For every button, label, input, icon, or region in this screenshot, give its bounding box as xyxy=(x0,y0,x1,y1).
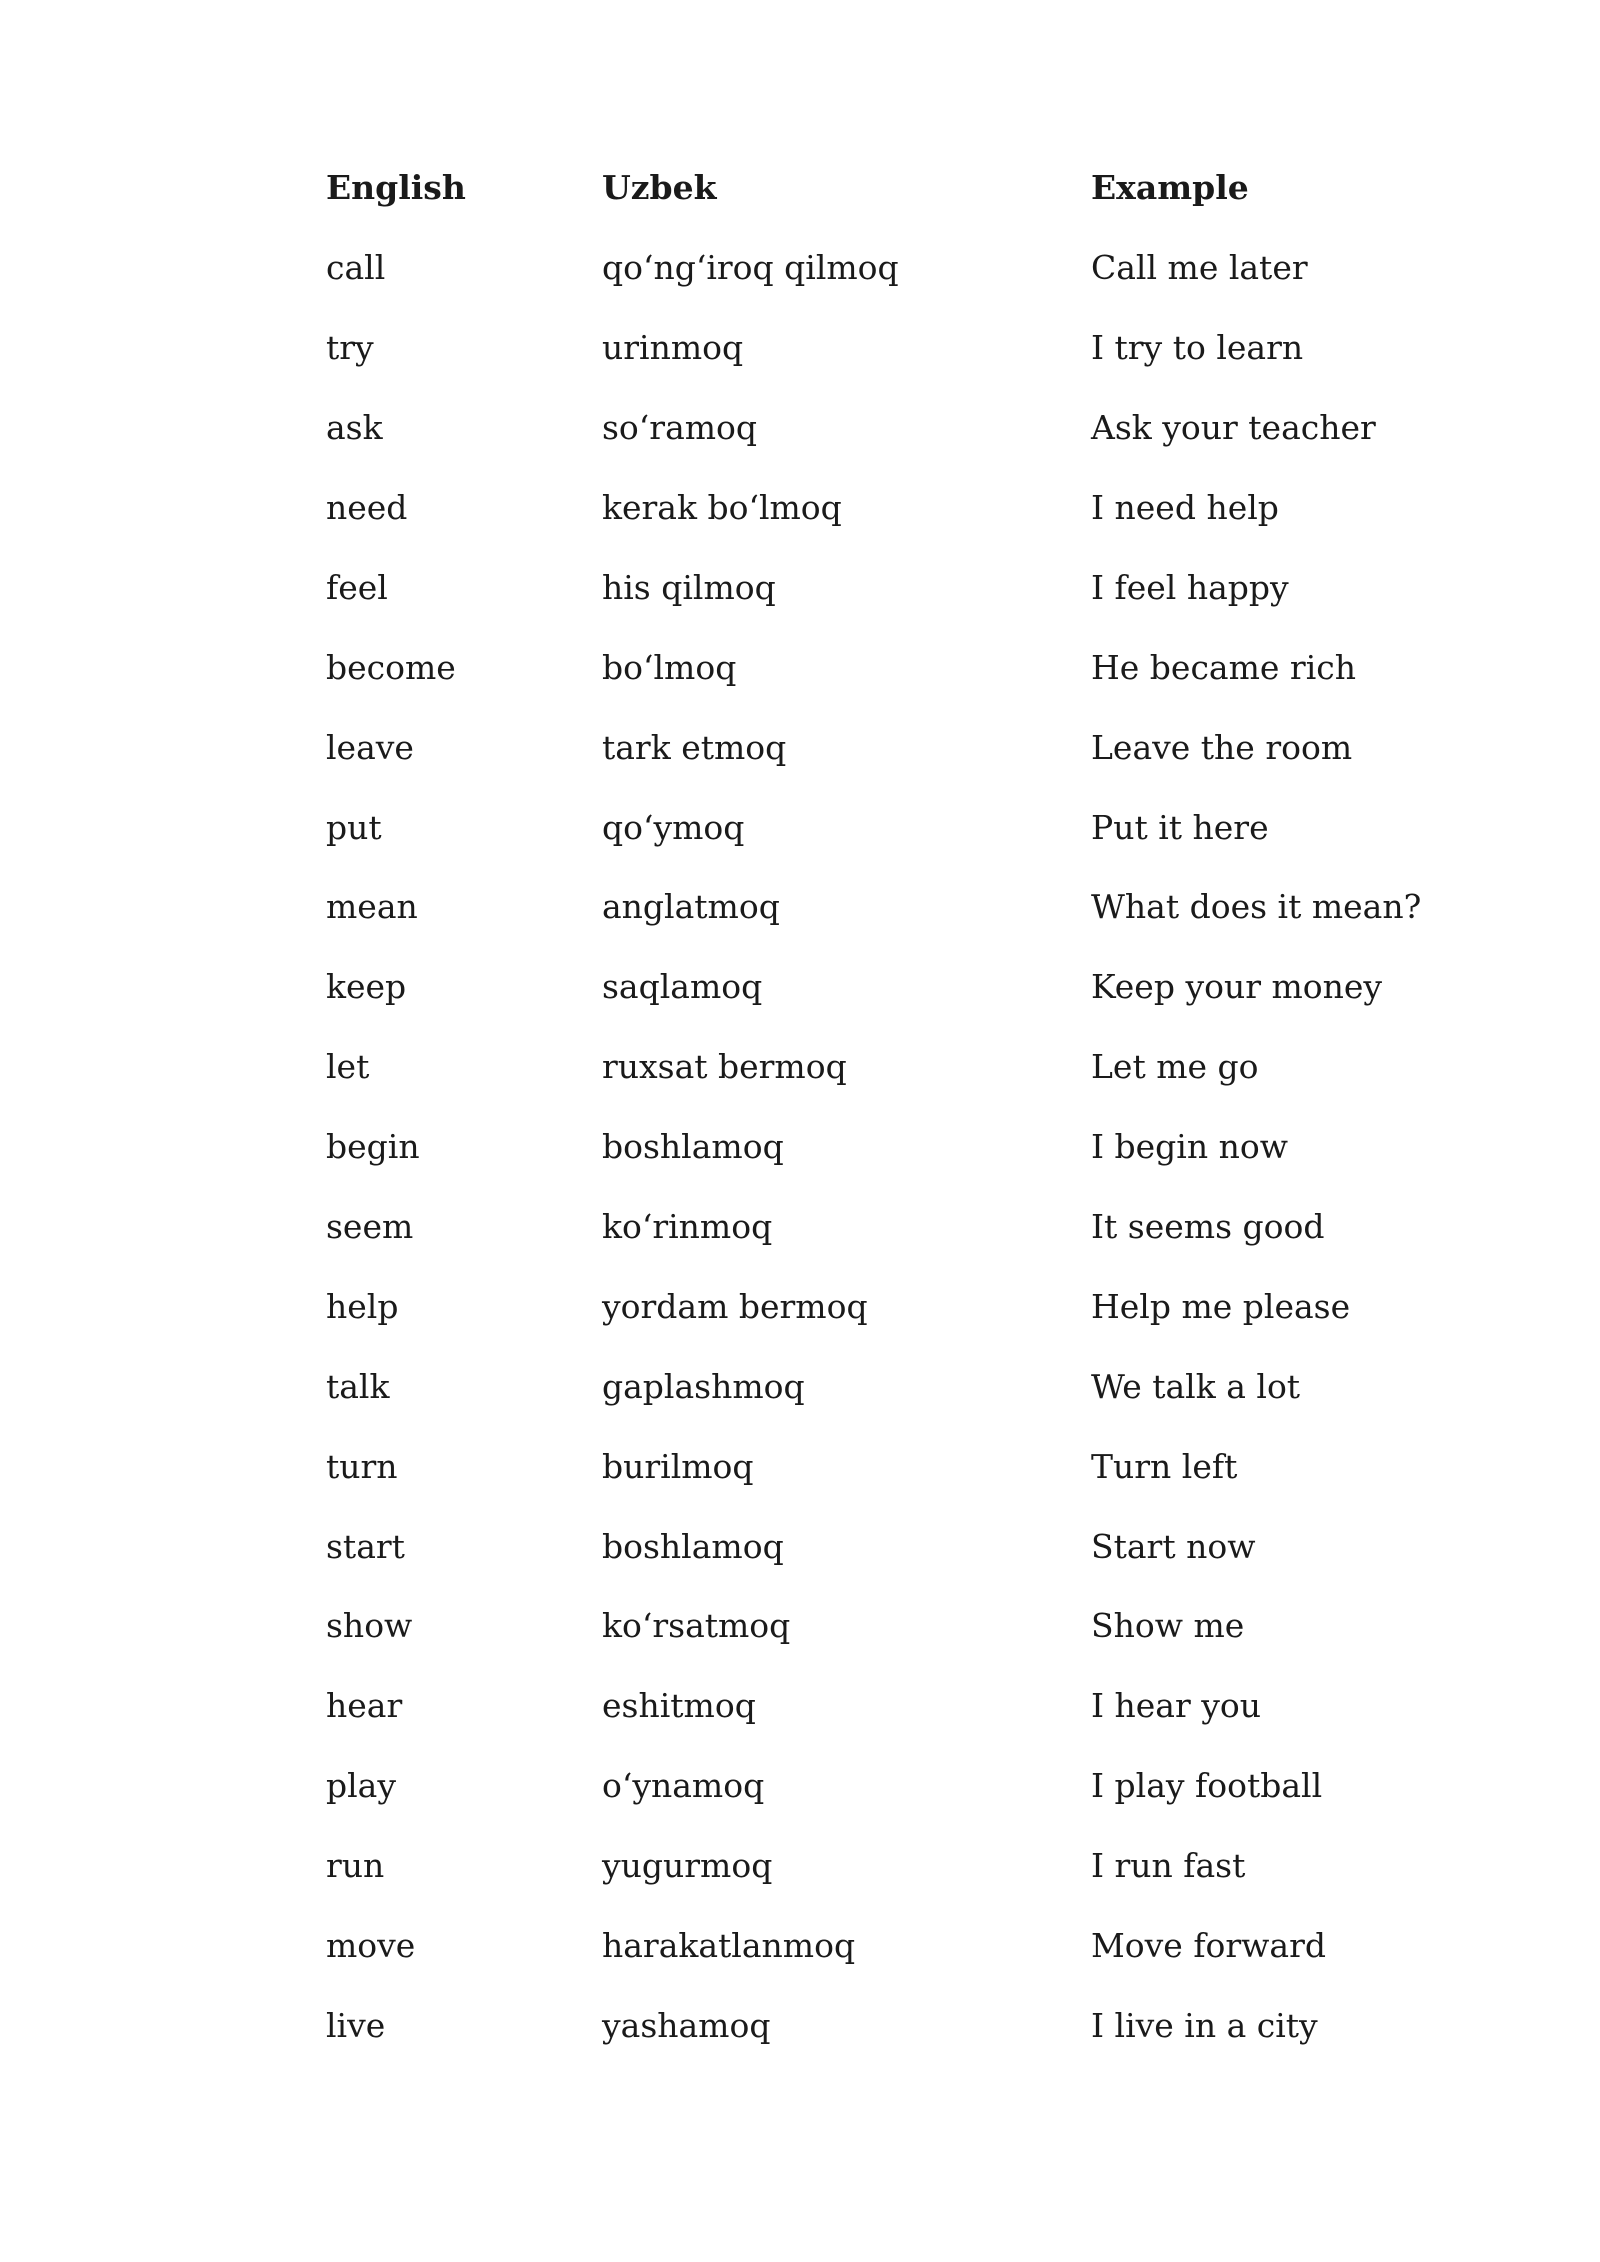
table-row xyxy=(326,1426,1476,1506)
table-row xyxy=(326,787,1476,867)
cell-example: Show me xyxy=(1091,1606,1245,1646)
cell-uzbek: boshlamoq xyxy=(602,1526,784,1566)
cell-example: Ask your teacher xyxy=(1091,408,1376,448)
header-uzbek: Uzbek xyxy=(602,168,717,208)
table-row xyxy=(326,228,1476,308)
cell-english: ask xyxy=(326,408,383,448)
table-row xyxy=(326,468,1476,548)
cell-english: talk xyxy=(326,1366,390,1406)
cell-english: hear xyxy=(326,1686,403,1726)
cell-example: I run fast xyxy=(1091,1846,1246,1886)
header-row xyxy=(326,148,1476,228)
table-row xyxy=(326,627,1476,707)
table-row xyxy=(326,1666,1476,1746)
cell-uzbek: tark etmoq xyxy=(602,727,787,767)
cell-uzbek: ruxsat bermoq xyxy=(602,1047,847,1087)
cell-example: I play football xyxy=(1091,1766,1323,1806)
table-row xyxy=(326,1187,1476,1267)
cell-example: I begin now xyxy=(1091,1127,1288,1167)
cell-uzbek: boshlamoq xyxy=(602,1127,784,1167)
table-row xyxy=(326,867,1476,947)
header-example: Example xyxy=(1091,168,1249,208)
cell-uzbek: ko‘rsatmoq xyxy=(602,1606,791,1646)
cell-uzbek: bo‘lmoq xyxy=(602,647,737,687)
cell-example: It seems good xyxy=(1091,1207,1325,1247)
cell-uzbek: eshitmoq xyxy=(602,1686,756,1726)
table-row xyxy=(326,1107,1476,1187)
header-english: English xyxy=(326,168,466,208)
table-row xyxy=(326,308,1476,388)
table-row xyxy=(326,1266,1476,1346)
cell-example: He became rich xyxy=(1091,647,1356,687)
table-row xyxy=(326,1985,1476,2065)
cell-english: start xyxy=(326,1526,405,1566)
cell-english: call xyxy=(326,248,386,288)
cell-example: Move forward xyxy=(1091,1926,1326,1966)
table-row xyxy=(326,1586,1476,1666)
cell-english: live xyxy=(326,2005,386,2045)
table-row xyxy=(326,1346,1476,1426)
table-row xyxy=(326,707,1476,787)
cell-example: Help me please xyxy=(1091,1286,1351,1326)
cell-example: Turn left xyxy=(1091,1446,1238,1486)
cell-uzbek: o‘ynamoq xyxy=(602,1766,765,1806)
cell-uzbek: anglatmoq xyxy=(602,887,780,927)
cell-uzbek: his qilmoq xyxy=(602,567,776,607)
cell-example: Leave the room xyxy=(1091,727,1353,767)
table-body xyxy=(326,228,1476,2065)
cell-uzbek: yashamoq xyxy=(602,2005,771,2045)
cell-example: What does it mean? xyxy=(1091,887,1422,927)
table-header xyxy=(326,148,1476,228)
cell-english: play xyxy=(326,1766,396,1806)
cell-example: Call me later xyxy=(1091,248,1308,288)
cell-english: feel xyxy=(326,567,388,607)
cell-english: let xyxy=(326,1047,370,1087)
table-row xyxy=(326,1906,1476,1986)
cell-uzbek: harakatlanmoq xyxy=(602,1926,856,1966)
vocabulary-table xyxy=(326,148,1476,2065)
cell-english: turn xyxy=(326,1446,398,1486)
cell-uzbek: yordam bermoq xyxy=(602,1286,868,1326)
cell-example: We talk a lot xyxy=(1091,1366,1301,1406)
cell-english: keep xyxy=(326,967,407,1007)
table-row xyxy=(326,388,1476,468)
cell-uzbek: ko‘rinmoq xyxy=(602,1207,773,1247)
cell-example: I live in a city xyxy=(1091,2005,1318,2045)
cell-english: leave xyxy=(326,727,414,767)
cell-english: try xyxy=(326,328,374,368)
table-row xyxy=(326,1746,1476,1826)
cell-english: become xyxy=(326,647,456,687)
cell-english: move xyxy=(326,1926,416,1966)
cell-uzbek: burilmoq xyxy=(602,1446,754,1486)
cell-uzbek: qo‘ng‘iroq qilmoq xyxy=(602,248,899,288)
cell-uzbek: urinmoq xyxy=(602,328,744,368)
cell-uzbek: gaplashmoq xyxy=(602,1366,805,1406)
table-row xyxy=(326,547,1476,627)
cell-example: I need help xyxy=(1091,488,1279,527)
cell-example: Let me go xyxy=(1091,1047,1259,1087)
cell-english: help xyxy=(326,1286,399,1326)
cell-example: I hear you xyxy=(1091,1686,1262,1726)
cell-english: mean xyxy=(326,887,418,927)
cell-example: I try to learn xyxy=(1091,328,1304,368)
cell-uzbek: kerak bo‘lmoq xyxy=(602,488,842,527)
table-row xyxy=(326,1506,1476,1586)
cell-example: Keep your money xyxy=(1091,967,1383,1007)
cell-uzbek: saqlamoq xyxy=(602,967,763,1007)
table-row xyxy=(326,947,1476,1027)
cell-english: put xyxy=(326,807,382,847)
cell-example: Start now xyxy=(1091,1526,1256,1566)
cell-example: I feel happy xyxy=(1091,567,1289,607)
table-row xyxy=(326,1027,1476,1107)
cell-english: seem xyxy=(326,1207,414,1247)
cell-uzbek: yugurmoq xyxy=(602,1846,773,1886)
cell-uzbek: so‘ramoq xyxy=(602,408,758,448)
cell-english: show xyxy=(326,1606,413,1646)
cell-uzbek: qo‘ymoq xyxy=(602,807,745,847)
cell-english: need xyxy=(326,488,408,527)
cell-english: begin xyxy=(326,1127,420,1167)
cell-example: Put it here xyxy=(1091,807,1269,847)
table-row xyxy=(326,1826,1476,1906)
cell-english: run xyxy=(326,1846,385,1886)
